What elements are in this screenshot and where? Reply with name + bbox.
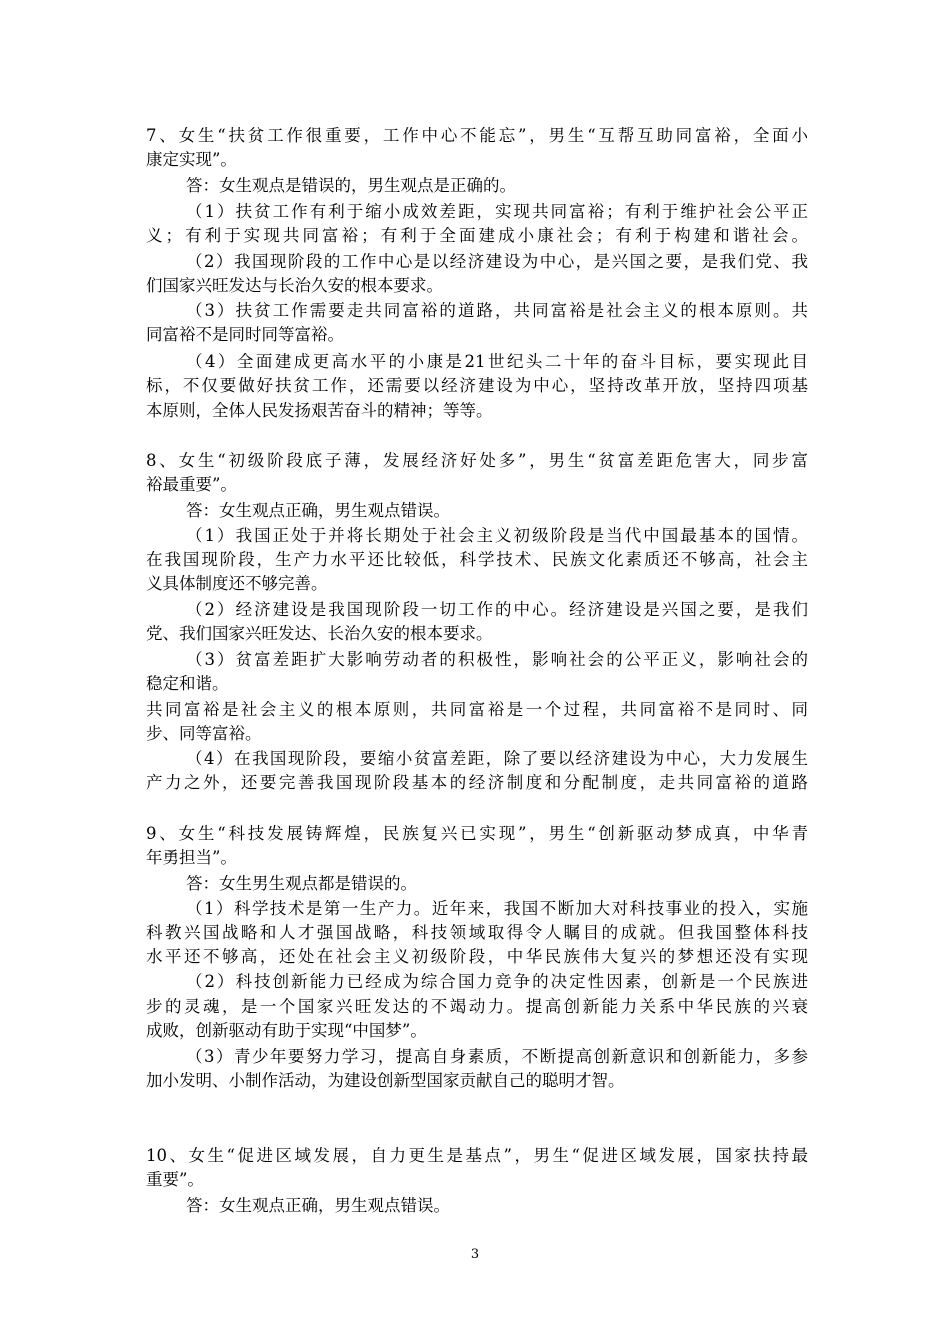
q10-answer: 答：女生观点正确，男生观点错误。: [186, 1196, 450, 1215]
q8-title-line-1: 8、女生“初级阶段底子薄，发展经济好处多”，男生“贫富差距危害大，同步富: [146, 451, 808, 470]
q7-point-1-line-2: 义；有利于实现共同富裕；有利于全面建成小康社会；有利于构建和谐社会。: [146, 226, 808, 245]
q8-point-4-line-1: （4）在我国现阶段，要缩小贫富差距，除了要以经济建设为中心，大力发展生: [186, 749, 808, 768]
q8-point-3-line-1: （3）贫富差距扩大影响劳动者的积极性，影响社会的公平正义，影响社会的: [186, 650, 808, 669]
q7-point-2-line-1: （2）我国现阶段的工作中心是以经济建设为中心，是兴国之要，是我们党、我: [186, 252, 808, 271]
q7-point-2-line-2: 们国家兴旺发达与长治久安的根本要求。: [146, 276, 443, 295]
q9-point-3-line-2: 加小发明、小制作活动，为建设创新型国家贡献自己的聪明才智。: [146, 1071, 625, 1090]
q9-point-3-line-1: （3）青少年要努力学习，提高自身素质，不断提高创新意识和创新能力，多参: [186, 1047, 808, 1066]
q10-title-line-2: 重要”。: [146, 1170, 204, 1189]
q8-point-3-line-4: 步、同等富裕。: [146, 724, 262, 743]
page-number: 3: [470, 1247, 480, 1262]
q9-point-2-line-2: 步的灵魂，是一个国家兴旺发达的不竭动力。提高创新能力关系中华民族的兴衰: [146, 997, 808, 1016]
q8-title-line-2: 裕最重要”。: [146, 475, 237, 494]
q9-point-2-line-1: （2）科技创新能力已经成为综合国力竞争的决定性因素，创新是一个民族进: [186, 972, 808, 991]
q9-answer: 答：女生男生观点都是错误的。: [186, 874, 417, 893]
q8-answer: 答：女生观点正确，男生观点错误。: [186, 501, 450, 520]
q8-point-3-line-2: 稳定和谐。: [146, 674, 229, 693]
q10-title-line-1: 10、女生“促进区域发展，自力更生是基点”，男生“促进区域发展，国家扶持最: [146, 1146, 808, 1165]
q7-point-4-line-2: 标，不仅要做好扶贫工作，还需要以经济建设为中心，坚持改革开放，坚持四项基: [146, 376, 808, 395]
q7-point-3-line-1: （3）扶贫工作需要走共同富裕的道路，共同富裕是社会主义的根本原则。共: [186, 301, 808, 320]
q7-point-1-line-1: （1）扶贫工作有利于缩小成效差距，实现共同富裕；有利于维护社会公平正: [186, 202, 808, 221]
q8-point-4-line-2: 产力之外，还要完善我国现阶段基本的经济制度和分配制度，走共同富裕的道路: [146, 773, 808, 792]
q7-point-4-line-3: 本原则，全体人民发扬艰苦奋斗的精神；等等。: [146, 401, 493, 420]
q9-point-1-line-1: （1）科学技术是第一生产力。近年来，我国不断加大对科技事业的投入，实施: [186, 899, 808, 918]
q9-point-1-line-3: 水平还不够高，还处在社会主义初级阶段，中华民族伟大复兴的梦想还没有实现: [146, 947, 808, 966]
q8-point-1-line-1: （1）我国正处于并将长期处于社会主义初级阶段是当代中国最基本的国情。: [186, 526, 808, 545]
q8-point-1-line-2: 在我国现阶段，生产力水平还比较低，科学技术、民族文化素质还不够高，社会主: [146, 550, 808, 569]
q7-title-line-1: 7、女生“扶贫工作很重要，工作中心不能忘”，男生“互帮互助同富裕，全面小: [146, 126, 808, 145]
q7-answer: 答：女生观点是错误的，男生观点是正确的。: [186, 176, 516, 195]
q7-point-4-line-1: （4）全面建成更高水平的小康是21世纪头二十年的奋斗目标，要实现此目: [186, 352, 808, 371]
q9-title-line-1: 9、女生“科技发展铸辉煌，民族复兴已实现”，男生“创新驱动梦成真，中华青: [146, 824, 808, 843]
q8-point-1-line-3: 义具体制度还不够完善。: [146, 574, 328, 593]
q9-point-2-line-3: 成败，创新驱动有助于实现“中国梦”。: [146, 1021, 427, 1040]
q8-point-3-line-3: 共同富裕是社会主义的根本原则，共同富裕是一个过程，共同富裕不是同时、同: [146, 700, 808, 719]
q8-point-2-line-2: 党、我们国家兴旺发达、长治久安的根本要求。: [146, 624, 493, 643]
q7-point-3-line-2: 同富裕不是同时同等富裕。: [146, 325, 344, 344]
q9-point-1-line-2: 科教兴国战略和人才强国战略，科技领域取得令人瞩目的成就。但我国整体科技: [146, 923, 808, 942]
q7-title-line-2: 康定实现”。: [146, 150, 237, 169]
q9-title-line-2: 年勇担当”。: [146, 848, 237, 867]
q8-point-2-line-1: （2）经济建设是我国现阶段一切工作的中心。经济建设是兴国之要，是我们: [186, 600, 808, 619]
